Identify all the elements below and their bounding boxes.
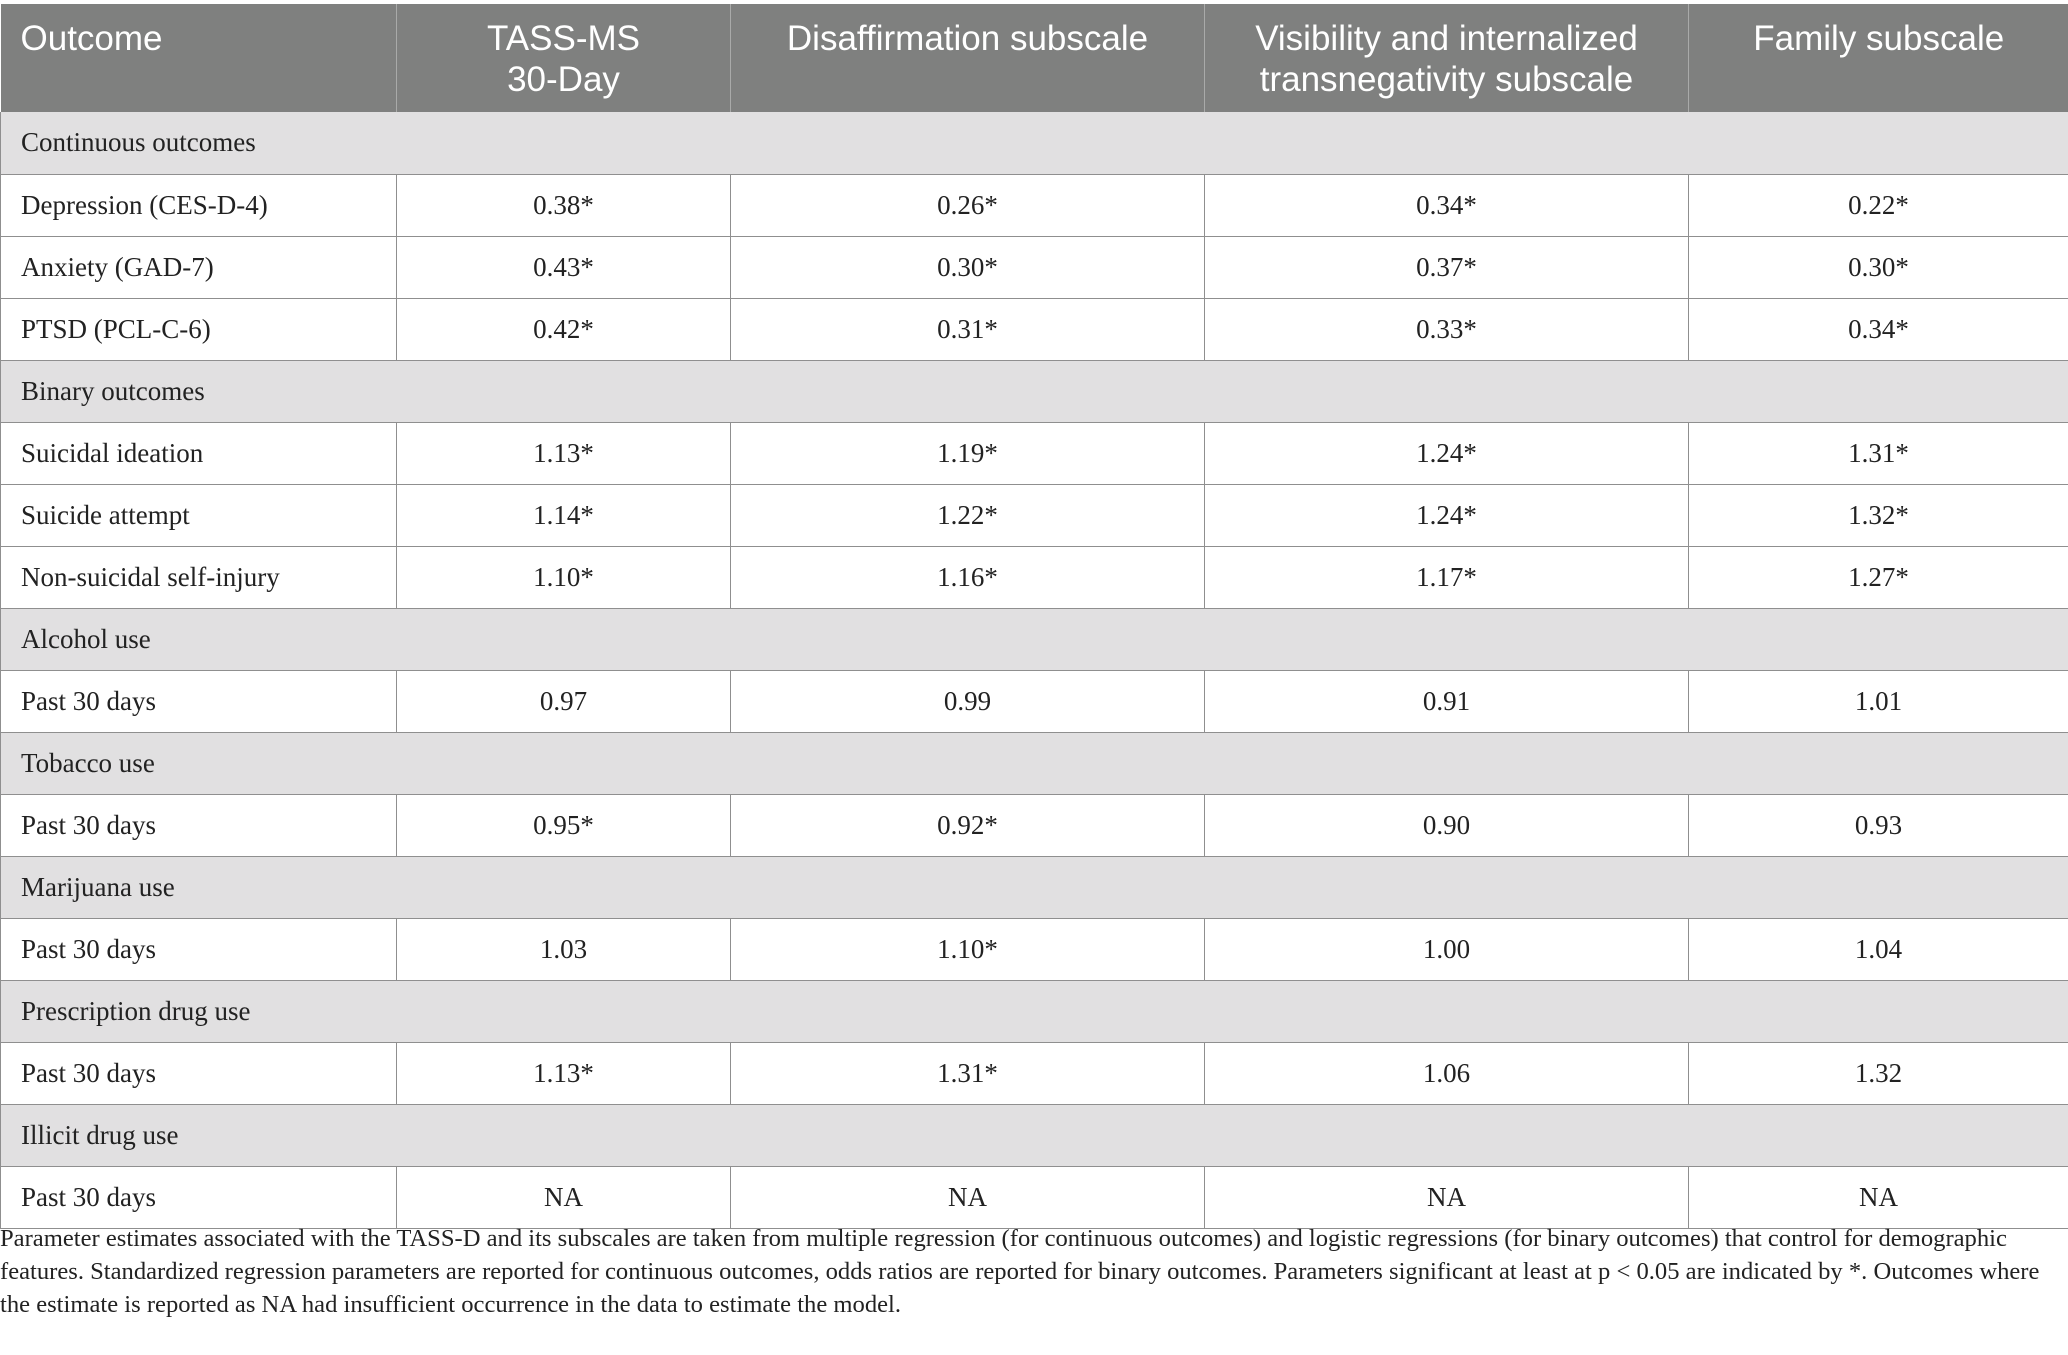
value-cell: 1.17* [1205, 546, 1689, 608]
section-title: Illicit drug use [1, 1104, 397, 1166]
section-title: Tobacco use [1, 732, 397, 794]
section-filler-cell [1205, 360, 1689, 422]
row-label: Past 30 days [1, 670, 397, 732]
value-cell: 0.31* [731, 298, 1205, 360]
value-cell: 1.10* [397, 546, 731, 608]
header-line: TASS-MS [487, 19, 640, 58]
table-row [1, 794, 2068, 856]
section-title: Marijuana use [1, 856, 397, 918]
header-line: Disaffirmation subscale [786, 19, 1149, 58]
table-row [1, 1166, 2068, 1228]
table-body [1, 112, 2068, 1228]
section-filler-cell [1205, 980, 1689, 1042]
value-cell: 1.06 [1205, 1042, 1689, 1104]
value-cell: 1.14* [397, 484, 731, 546]
section-filler-cell [1689, 732, 2068, 794]
header-row [1, 4, 2068, 112]
header-outcome [1, 4, 397, 112]
table-row [1, 670, 2068, 732]
value-cell: NA [1689, 1166, 2068, 1228]
value-cell: 1.22* [731, 484, 1205, 546]
value-cell: NA [731, 1166, 1205, 1228]
value-cell: 1.13* [397, 422, 731, 484]
value-cell: 0.93 [1689, 794, 2068, 856]
section-filler-cell [1689, 856, 2068, 918]
value-cell: 1.01 [1689, 670, 2068, 732]
section-title: Binary outcomes [1, 360, 397, 422]
header-disaffirmation [731, 4, 1205, 112]
section-title: Prescription drug use [1, 980, 397, 1042]
header-visibility-transnegativity [1205, 4, 1689, 112]
section-filler-cell [1205, 1104, 1689, 1166]
table-footnote: Parameter estimates associated with the TASS-D and its subscales are taken from multiple regression (for continuous outcomes) and logistic regressions (for binary outcomes) that control for demographic features. Standardized regression parameters are reported for continuous outcomes, odds ratios are reported for binary outcomes. Parameters significant at least at p < 0.05 are indicated by *. Outcomes where the estimate is reported as NA had insufficient occurrence in the data to estimate the model. [0, 1225, 2040, 1318]
row-label: Suicidal ideation [1, 422, 397, 484]
section-row [1, 360, 2068, 422]
section-filler-cell [731, 360, 1205, 422]
section-filler-cell [1689, 112, 2068, 174]
value-cell: 0.43* [397, 236, 731, 298]
section-filler-cell [1205, 608, 1689, 670]
value-cell: 0.30* [731, 236, 1205, 298]
value-cell: 0.22* [1689, 174, 2068, 236]
value-cell: 1.31* [731, 1042, 1205, 1104]
table-row [1, 1042, 2068, 1104]
value-cell: 1.13* [397, 1042, 731, 1104]
value-cell: 1.04 [1689, 918, 2068, 980]
value-cell: 0.91 [1205, 670, 1689, 732]
value-cell: 1.19* [731, 422, 1205, 484]
table-row [1, 174, 2068, 236]
row-label: Past 30 days [1, 1166, 397, 1228]
row-label: Depression (CES-D-4) [1, 174, 397, 236]
value-cell: 0.33* [1205, 298, 1689, 360]
header-line: transnegativity subscale [1259, 60, 1634, 99]
row-label: Anxiety (GAD-7) [1, 236, 397, 298]
section-row [1, 608, 2068, 670]
section-row [1, 112, 2068, 174]
section-filler-cell [397, 1104, 731, 1166]
section-filler-cell [397, 980, 731, 1042]
section-filler-cell [1689, 1104, 2068, 1166]
section-filler-cell [397, 608, 731, 670]
value-cell: 1.10* [731, 918, 1205, 980]
section-filler-cell [397, 732, 731, 794]
value-cell: 1.00 [1205, 918, 1689, 980]
header-line: 30-Day [507, 60, 620, 99]
section-filler-cell [397, 112, 731, 174]
row-label: Suicide attempt [1, 484, 397, 546]
section-filler-cell [1689, 360, 2068, 422]
table-header [1, 4, 2068, 112]
header-tass-ms-30-day [397, 4, 731, 112]
section-filler-cell [731, 732, 1205, 794]
header-family [1689, 4, 2068, 112]
value-cell: 1.16* [731, 546, 1205, 608]
row-label: PTSD (PCL-C-6) [1, 298, 397, 360]
section-filler-cell [1205, 856, 1689, 918]
value-cell: 1.24* [1205, 422, 1689, 484]
section-filler-cell [397, 360, 731, 422]
value-cell: 0.30* [1689, 236, 2068, 298]
value-cell: 0.37* [1205, 236, 1689, 298]
section-filler-cell [731, 112, 1205, 174]
value-cell: 1.27* [1689, 546, 2068, 608]
section-filler-cell [1689, 980, 2068, 1042]
section-filler-cell [397, 856, 731, 918]
section-filler-cell [1689, 608, 2068, 670]
value-cell: 0.26* [731, 174, 1205, 236]
section-row [1, 732, 2068, 794]
value-cell: 0.90 [1205, 794, 1689, 856]
section-row [1, 1104, 2068, 1166]
value-cell: 0.92* [731, 794, 1205, 856]
row-label: Past 30 days [1, 1042, 397, 1104]
value-cell: 0.34* [1689, 298, 2068, 360]
value-cell: 1.32 [1689, 1042, 2068, 1104]
section-row [1, 856, 2068, 918]
value-cell: 0.99 [731, 670, 1205, 732]
table-row [1, 546, 2068, 608]
section-title: Continuous outcomes [1, 112, 397, 174]
header-line: Family subscale [1753, 19, 2005, 58]
table-row [1, 918, 2068, 980]
value-cell: 0.97 [397, 670, 731, 732]
row-label: Past 30 days [1, 918, 397, 980]
section-row [1, 980, 2068, 1042]
value-cell: NA [1205, 1166, 1689, 1228]
value-cell: 0.38* [397, 174, 731, 236]
value-cell: 0.95* [397, 794, 731, 856]
value-cell: 1.03 [397, 918, 731, 980]
row-label: Past 30 days [1, 794, 397, 856]
table-row [1, 236, 2068, 298]
section-filler-cell [731, 856, 1205, 918]
value-cell: 1.31* [1689, 422, 2068, 484]
section-filler-cell [731, 1104, 1205, 1166]
value-cell: 1.32* [1689, 484, 2068, 546]
value-cell: 0.42* [397, 298, 731, 360]
row-label: Non-suicidal self-injury [1, 546, 397, 608]
results-table [0, 4, 2068, 1229]
value-cell: 1.24* [1205, 484, 1689, 546]
table-row [1, 298, 2068, 360]
section-filler-cell [1205, 732, 1689, 794]
table-row [1, 484, 2068, 546]
section-title: Alcohol use [1, 608, 397, 670]
table-row [1, 422, 2068, 484]
value-cell: 0.34* [1205, 174, 1689, 236]
value-cell: NA [397, 1166, 731, 1228]
section-filler-cell [731, 980, 1205, 1042]
header-line: Outcome [20, 19, 163, 58]
section-filler-cell [731, 608, 1205, 670]
header-line: Visibility and internalized [1255, 19, 1638, 58]
section-filler-cell [1205, 112, 1689, 174]
